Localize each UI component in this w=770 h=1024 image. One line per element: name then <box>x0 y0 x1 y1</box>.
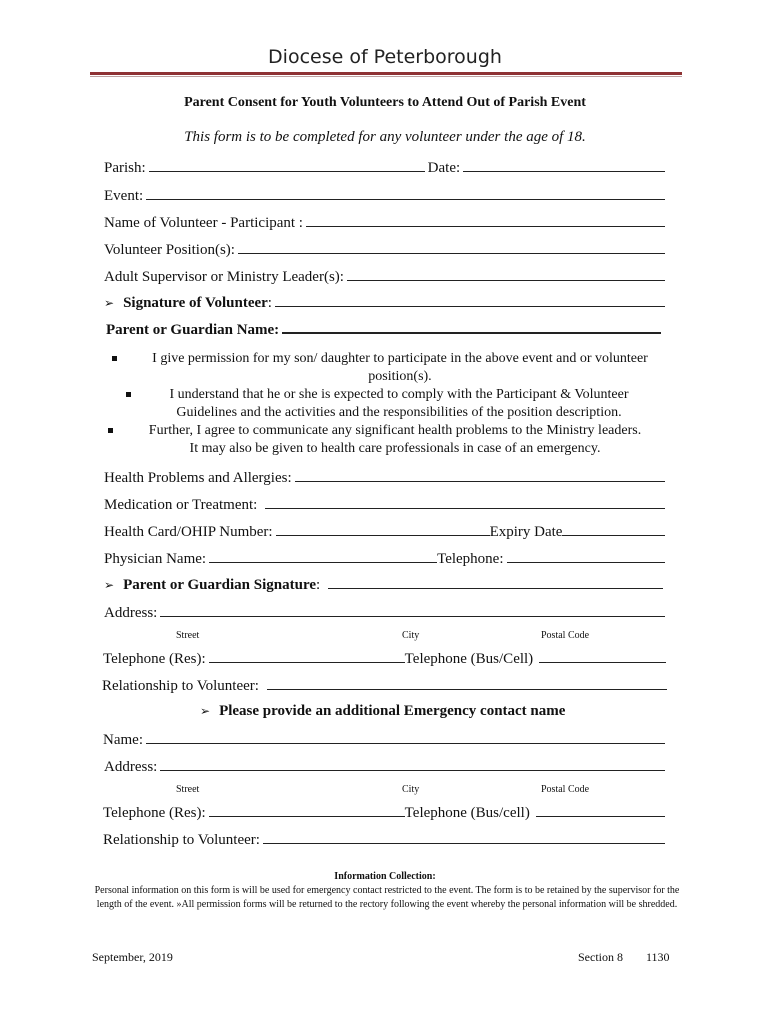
emergency-postal-code-label: Postal Code <box>541 784 590 795</box>
parish-label: Parish: <box>104 160 146 176</box>
emergency-telephone-res-field[interactable] <box>209 803 405 817</box>
volunteer-name-label: Name of Volunteer - Participant : <box>104 215 303 231</box>
physician-telephone-field[interactable] <box>507 549 665 563</box>
footer-section: Section 8 <box>578 950 623 964</box>
consent-item-3-line-2: It may also be given to health care professionals in case of an emergency. <box>189 441 601 456</box>
emergency-relationship-label: Relationship to Volunteer: <box>103 832 260 848</box>
parent-signature-row <box>104 575 666 595</box>
telephone-res-field[interactable] <box>209 649 405 663</box>
health-field[interactable] <box>295 468 665 482</box>
expiry-label: Expiry Date <box>489 524 563 540</box>
health-row <box>104 468 668 488</box>
consent-item-3 <box>108 422 668 458</box>
event-field[interactable] <box>146 186 665 200</box>
bullet-icon <box>108 428 113 433</box>
parent-signature-field[interactable] <box>328 575 663 589</box>
date-field[interactable] <box>463 158 665 172</box>
physician-telephone-label: Telephone: <box>437 551 504 567</box>
consent-item-2-line-2: Guidelines and the activities and the responsibilities of the position description. <box>176 405 622 420</box>
emergency-address-field[interactable] <box>160 757 665 771</box>
telephone-res-label: Telephone (Res): <box>103 651 206 667</box>
parish-field[interactable] <box>149 158 425 172</box>
date-label: Date: <box>427 160 461 176</box>
emergency-address-label: Address: <box>104 759 158 775</box>
emergency-relationship-field[interactable] <box>263 830 665 844</box>
info-collection-body: Personal information on this form is will be used for emergency contact restricted to the event. The form is to be retained by the supervisor for the length of the event. »All permission forms will be returned to the rectory following the event whereby the personal information will be shredded. <box>94 885 680 910</box>
parish-date-row <box>104 158 668 178</box>
address-label: Address: <box>104 605 158 621</box>
emergency-name-label: Name: <box>103 732 143 748</box>
telephone-row <box>103 649 669 669</box>
consent-item-2 <box>126 386 658 422</box>
colon: : <box>316 577 321 593</box>
parent-signature-label: Parent or Guardian Signature <box>123 577 316 593</box>
volunteer-signature-label: Signature of Volunteer <box>123 295 268 311</box>
footer-page-number: 1130 <box>646 950 670 964</box>
address-field[interactable] <box>160 603 665 617</box>
emergency-street-label: Street <box>176 784 200 795</box>
volunteer-signature-field[interactable] <box>275 293 665 307</box>
street-label: Street <box>176 630 200 641</box>
colon: : <box>267 295 272 311</box>
volunteer-name-row <box>104 213 668 233</box>
bullet-icon <box>126 392 131 397</box>
expiry-field[interactable] <box>562 522 665 536</box>
header-divider <box>90 72 682 75</box>
medication-field[interactable] <box>265 495 665 509</box>
emergency-relationship-row <box>103 830 668 850</box>
arrow-bullet-icon: ➢ <box>200 704 211 718</box>
relationship-row <box>102 676 670 696</box>
event-label: Event: <box>104 188 144 204</box>
address-row <box>104 603 668 623</box>
emergency-address-row <box>104 757 668 777</box>
supervisor-field[interactable] <box>347 267 665 281</box>
emergency-telephone-row <box>103 803 668 823</box>
header-divider-thin <box>90 76 682 77</box>
consent-item-3-line-1: Further, I agree to communicate any significant health problems to the Ministry leaders. <box>148 423 642 438</box>
parent-name-label: Parent or Guardian Name: <box>106 322 280 338</box>
health-card-label: Health Card/OHIP Number: <box>104 524 273 540</box>
relationship-field[interactable] <box>267 676 667 690</box>
health-card-field[interactable] <box>276 522 490 536</box>
arrow-bullet-icon: ➢ <box>104 296 115 310</box>
emergency-name-field[interactable] <box>146 730 665 744</box>
form-title: Parent Consent for Youth Volunteers to Attend Out of Parish Event <box>184 95 586 110</box>
postal-code-label: Postal Code <box>541 630 590 641</box>
emergency-city-label: City <box>402 784 420 795</box>
volunteer-signature-row <box>104 293 668 313</box>
bullet-icon <box>112 356 117 361</box>
emergency-heading-row <box>200 703 600 723</box>
health-card-row <box>104 522 668 542</box>
page-header-title: Diocese of Peterborough <box>268 46 502 68</box>
positions-row <box>104 240 668 260</box>
physician-label: Physician Name: <box>104 551 207 567</box>
telephone-bus-field[interactable] <box>539 649 666 663</box>
emergency-name-row <box>103 730 668 750</box>
emergency-heading: Please provide an additional Emergency contact name <box>219 703 566 719</box>
arrow-bullet-icon: ➢ <box>104 578 115 592</box>
physician-field[interactable] <box>209 549 437 563</box>
city-label: City <box>402 630 420 641</box>
consent-item-1 <box>112 350 672 386</box>
health-label: Health Problems and Allergies: <box>104 470 292 486</box>
positions-label: Volunteer Position(s): <box>104 242 235 258</box>
medication-label: Medication or Treatment: <box>104 497 258 513</box>
event-row <box>104 186 668 206</box>
consent-item-2-line-1: I understand that he or she is expected to comply with the Participant & Volunteer <box>169 387 629 402</box>
medication-row <box>104 495 668 515</box>
supervisor-row <box>104 267 668 287</box>
positions-field[interactable] <box>238 240 665 254</box>
emergency-telephone-bus-field[interactable] <box>536 803 665 817</box>
emergency-telephone-res-label: Telephone (Res): <box>103 805 206 821</box>
footer-date: September, 2019 <box>92 950 173 964</box>
form-subtitle: This form is to be completed for any volunteer under the age of 18. <box>184 129 586 145</box>
consent-item-1-line-1: I give permission for my son/ daughter to participate in the above event and or volunteer <box>152 351 648 366</box>
relationship-label: Relationship to Volunteer: <box>102 678 259 694</box>
supervisor-label: Adult Supervisor or Ministry Leader(s): <box>104 269 344 285</box>
consent-item-1-line-2: position(s). <box>368 369 432 384</box>
volunteer-name-field[interactable] <box>306 213 665 227</box>
info-collection-title: Information Collection: <box>334 871 436 882</box>
physician-row <box>104 549 668 569</box>
emergency-telephone-bus-label: Telephone (Bus/cell) <box>404 805 530 821</box>
telephone-bus-label: Telephone (Bus/Cell) <box>404 651 534 667</box>
parent-name-field[interactable] <box>282 319 661 334</box>
parent-name-row <box>106 319 664 339</box>
